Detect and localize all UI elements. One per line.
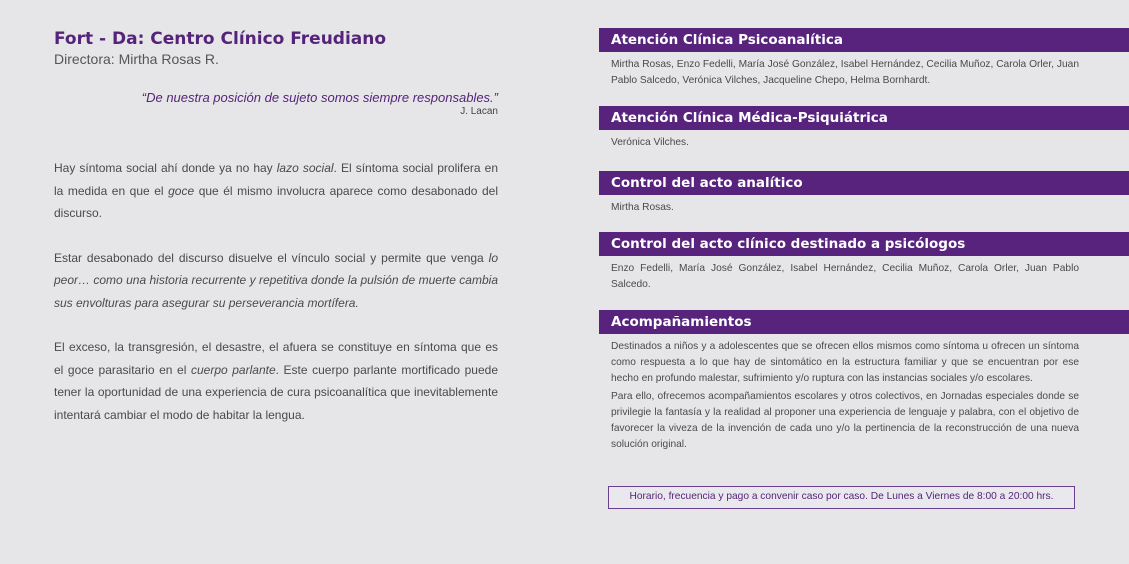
section-title: Atención Clínica Psicoanalítica: [599, 28, 1129, 52]
section-title: Atención Clínica Médica-Psiquiátrica: [599, 106, 1129, 130]
paragraph-2: Estar desabonado del discurso disuelve el vínculo social y permite que venga lo peor… como una historia recurrente y repetitiva donde la pulsión de muerte cambia sus envolturas para asegurar su perseverancia mortífera.: [54, 250, 498, 310]
section-title: Control del acto analítico: [599, 171, 1129, 195]
right-column: [599, 28, 1129, 453]
section-body: Mirtha Rosas, Enzo Fedelli, María José González, Isabel Hernández, Cecilia Muñoz, Carola Orler, Juan Pablo Salcedo, Verónica Vilches, Jacqueline Chepo, Helma Bornhardt.: [611, 59, 1079, 86]
section-medica-psiquiatrica: [599, 106, 1129, 171]
section-title: Control del acto clínico destinado a psicólogos: [599, 232, 1129, 256]
section-body: Verónica Vilches.: [611, 137, 689, 148]
quote-text: “De nuestra posición de sujeto somos siempre responsables.”: [141, 90, 498, 105]
section-title: Acompañamientos: [599, 310, 1129, 334]
section-body: Mirtha Rosas.: [611, 202, 674, 213]
section-psicoanalitica: [599, 28, 1129, 106]
director-line: Directora: Mirtha Rosas R.: [54, 51, 219, 67]
section-body: Enzo Fedelli, María José González, Isabel Hernández, Cecilia Muñoz, Carola Orler, Juan Pablo Salcedo.: [611, 263, 1079, 290]
paragraph-1: Hay síntoma social ahí donde ya no hay lazo social. El síntoma social prolifera en la medida en que el goce que él mismo involucra aparece como desabonado del discurso.: [54, 161, 499, 220]
quote-block: [54, 90, 498, 118]
paragraph-3: El exceso, la transgresión, el desastre, el afuera se constituye en síntoma que es el goce parasitario en el cuerpo parlante. Este cuerpo parlante mortificado puede tener la oportunidad de una experiencia de cura psicoanalítica que inevitablemente intentará cambiar el modo de habitar la lengua.: [54, 340, 498, 422]
section-acompanamientos: [599, 310, 1129, 453]
page-title: Fort - Da: Centro Clínico Freudiano: [54, 29, 387, 49]
section-control-analitico: [599, 171, 1129, 232]
quote-author: J. Lacan: [460, 106, 498, 117]
schedule-notice: Horario, frecuencia y pago a convenir caso por caso. De Lunes a Viernes de 8:00 a 20:00 hrs.: [608, 486, 1075, 509]
section-body: Destinados a niños y a adolescentes que se ofrecen ellos mismos como síntoma u ofrecen un síntoma como respuesta a lo que hay de sintomático en la estructura familiar y que se encuentran por ese hecho en profundo malestar, sufrimiento y/o ruptura con las instancias sociales y/o escolares. Para ello, ofrecemos acompañamientos escolares y otros colectivos, en Jornadas especiales donde se privilegie la fantasía y la realidad al proponer una experiencia de lenguaje y palabra, con el objetivo de favorecer la viveza de la invención de cada uno y/o la pertinencia de la reconstrucción de una nueva solución original.: [611, 341, 1079, 450]
left-column: [54, 28, 498, 426]
section-control-psicologos: [599, 232, 1129, 310]
